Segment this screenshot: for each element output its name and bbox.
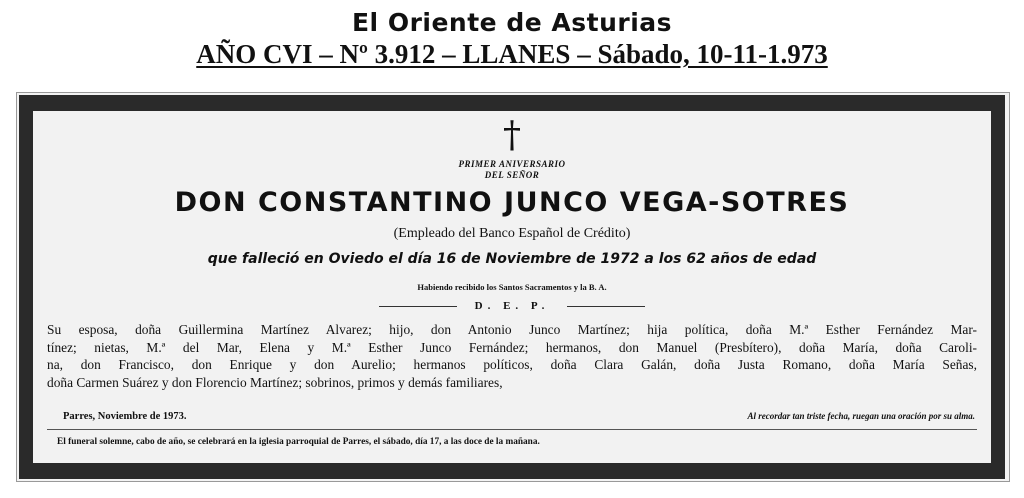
family-line: doña Carmen Suárez y don Florencio Martínez; sobrinos, primos y demás familiares, <box>47 374 503 390</box>
border-left <box>19 95 33 479</box>
employer-line: (Empleado del Banco Español de Crédito) <box>393 226 631 241</box>
issue-line: AÑO CVI – Nº 3.912 – LLANES – Sábado, 10-11-1.973 <box>196 39 828 69</box>
anniversary-line-2: DEL SEÑOR <box>484 170 540 180</box>
border-bottom <box>19 463 1005 479</box>
dep-row <box>33 297 991 313</box>
place-date: Parres, Noviembre de 1973. <box>63 411 187 422</box>
obituary-notice <box>16 92 1010 482</box>
family-line: Su esposa, doña Guillermina Martínez Alvarez; hijo, don Antonio Junco Martínez; hija política, doña M.ª Esther Fernández Mar- <box>47 322 977 337</box>
separator-line <box>47 429 977 430</box>
dep-text: D. E. P. <box>474 300 550 313</box>
border-right <box>991 95 1005 479</box>
family-paragraph <box>47 321 977 391</box>
border-top <box>19 95 1005 111</box>
notice-body <box>33 111 991 463</box>
funeral-announcement: El funeral solemne, cabo de año, se celebrará en la iglesia parroquial de Parres, el sábado, día 17, a las doce de la mañana. <box>57 437 540 447</box>
newspaper-title: El Oriente de Asturias <box>351 8 673 37</box>
anniversary-heading <box>33 159 991 181</box>
rule-left <box>379 306 457 307</box>
cross-icon: † <box>503 115 521 156</box>
footer-row <box>63 411 975 427</box>
rule-right <box>567 306 645 307</box>
anniversary-line-1: PRIMER ANIVERSARIO <box>458 159 566 169</box>
sacraments-line: Habiendo recibido los Santos Sacramentos y la B. A. <box>417 282 607 292</box>
family-line: tínez; nietas, M.ª del Mar, Elena y M.ª Esther Junco Fernández; hermanos, don Manuel (Presbítero), doña María, doña Caroli- <box>47 339 977 355</box>
prayer-request: Al recordar tan triste fecha, ruegan una oración por su alma. <box>747 411 975 421</box>
family-line: na, don Francisco, don Enrique y don Aurelio; hermanos políticos, doña Clara Galán, doña Justa Romano, doña María Señas, <box>47 357 977 372</box>
masthead <box>0 8 1024 70</box>
death-line: que falleció en Oviedo el día 16 de Noviembre de 1972 a los 62 años de edad <box>207 251 817 267</box>
deceased-name: DON CONSTANTINO JUNCO VEGA-SOTRES <box>174 187 850 218</box>
